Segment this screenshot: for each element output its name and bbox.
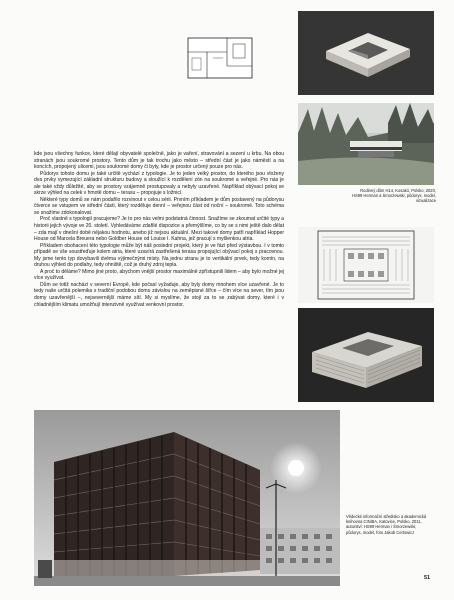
page-number: 51: [424, 575, 431, 581]
body-paragraph: Dům se totiž nachází v severní Evropě, kde počasí vyžaduje, aby byly domy mnohem více uzavřené. Je to tedy naše určitá polemika s tradiční podobou domu závislou na zeměpisné šířce – čím více na sever, tím jsou domy uzavřenější –, nejsevernější máme sítí. My si myslíme, že stojí za to se zabývat domy, které i v chladnějším klimatu umožňují intenzivně využívat venkovní prostor.: [34, 281, 284, 308]
library-model-photo: [298, 308, 434, 402]
body-paragraph: kde jsou všechny funkce, které dělají obyvatelé společně, jako je vaření, stravování a sezení u krbu. Na obou stranách jsou soukromé prostory. Tento dům je tak trochu jako město – střední část je jako náměstí a na koncích, propojený ulicemi, jsou soukromé domy či byty, kde je prostor určený pouze pro nás.: [34, 151, 284, 171]
body-paragraph: Proč vlastně s typologií pracujeme? Je to pro nás velmi podstatná činnost. Snažíme se zkoumat určité typy a historii jejich vývoje ve 20. století. Vyhledáváme zdařilé dispozice a přemýšlíme, co by se s nimi ještě dalo dělat – zda mají v dnešní době nějakou hodnotu, anebo již nejsou aktuální. Mezi takové domy patří například Hopper House od Marcela Breuera nebo Goldber House od Louise I. Kahna, jež pracují s myšlenkou atria.: [34, 216, 284, 243]
house-caption: Rodinný dům H14, Kosakó, Polsko, 2020, HS99 Herman a Śmorzewski, půdorys, model, vizualizace: [352, 188, 436, 204]
library-caption: Vědecké informační středisko a akademická knihovna CINiBA, Katovice, Polsko, 2011, autorství: HS99 Herman i Śmorzewski, půdorys, model, foto Jakub Certowicz: [346, 514, 427, 535]
library-building-photo: [34, 410, 340, 586]
body-paragraph: Půdorys tohoto domu je také určitě vychází z typologie. Je to jeden velký prostor, do kterého jsou vloženy dva prvky vymezující základní strukturu budovy a sloužící k rozdělení zón na soukromé a veřejné. Pro nás je ale také vždy důležité, aby se prostory vzájemně prostupovaly a nebyly uzavřené. Například obývací pokoj se skrze výhled na celek v hmotě domu – terasu – propojuje s ložnicí.: [34, 170, 284, 197]
body-paragraph: Příkladem obohacení této typologie může být náš poslední projekt, který je ve fázi před výstavbou. I v tomto případě se vše soustřeďuje kolem atria, které uzavírá zastřešená terasa propojující obývací pokoj s pracovnou. My jsme tento typ dovybavili dvěma výjimečnými místy. Na jednu stranu je to vertikální prvek, tedy komín, na druhou výhled do podlahy, tedy ohniště, což je druhý zdroj tepla.: [34, 242, 284, 269]
floor-plan-drawing: [187, 36, 253, 80]
library-plan-drawing: [298, 227, 434, 303]
body-paragraph: Některé typy domů se nám podařilo rozvinout v celou sérii. Prvním příkladem je dům postavený na půdorysu čtverce se vstupem ve střední části, který rozděluje denní – veřejnou část od noční – soukromé. Toto schéma se snažíme zdokonalovat.: [34, 196, 284, 216]
house-model-photo: [298, 11, 434, 95]
house-landscape-photo: [298, 103, 434, 185]
article-body: [34, 151, 284, 308]
body-paragraph: A proč to děláme? Mimo jiné proto, abychom vnější prostor maximálně zpřístupnili lidem – aby bylo možné jej více využívat.: [34, 268, 284, 282]
